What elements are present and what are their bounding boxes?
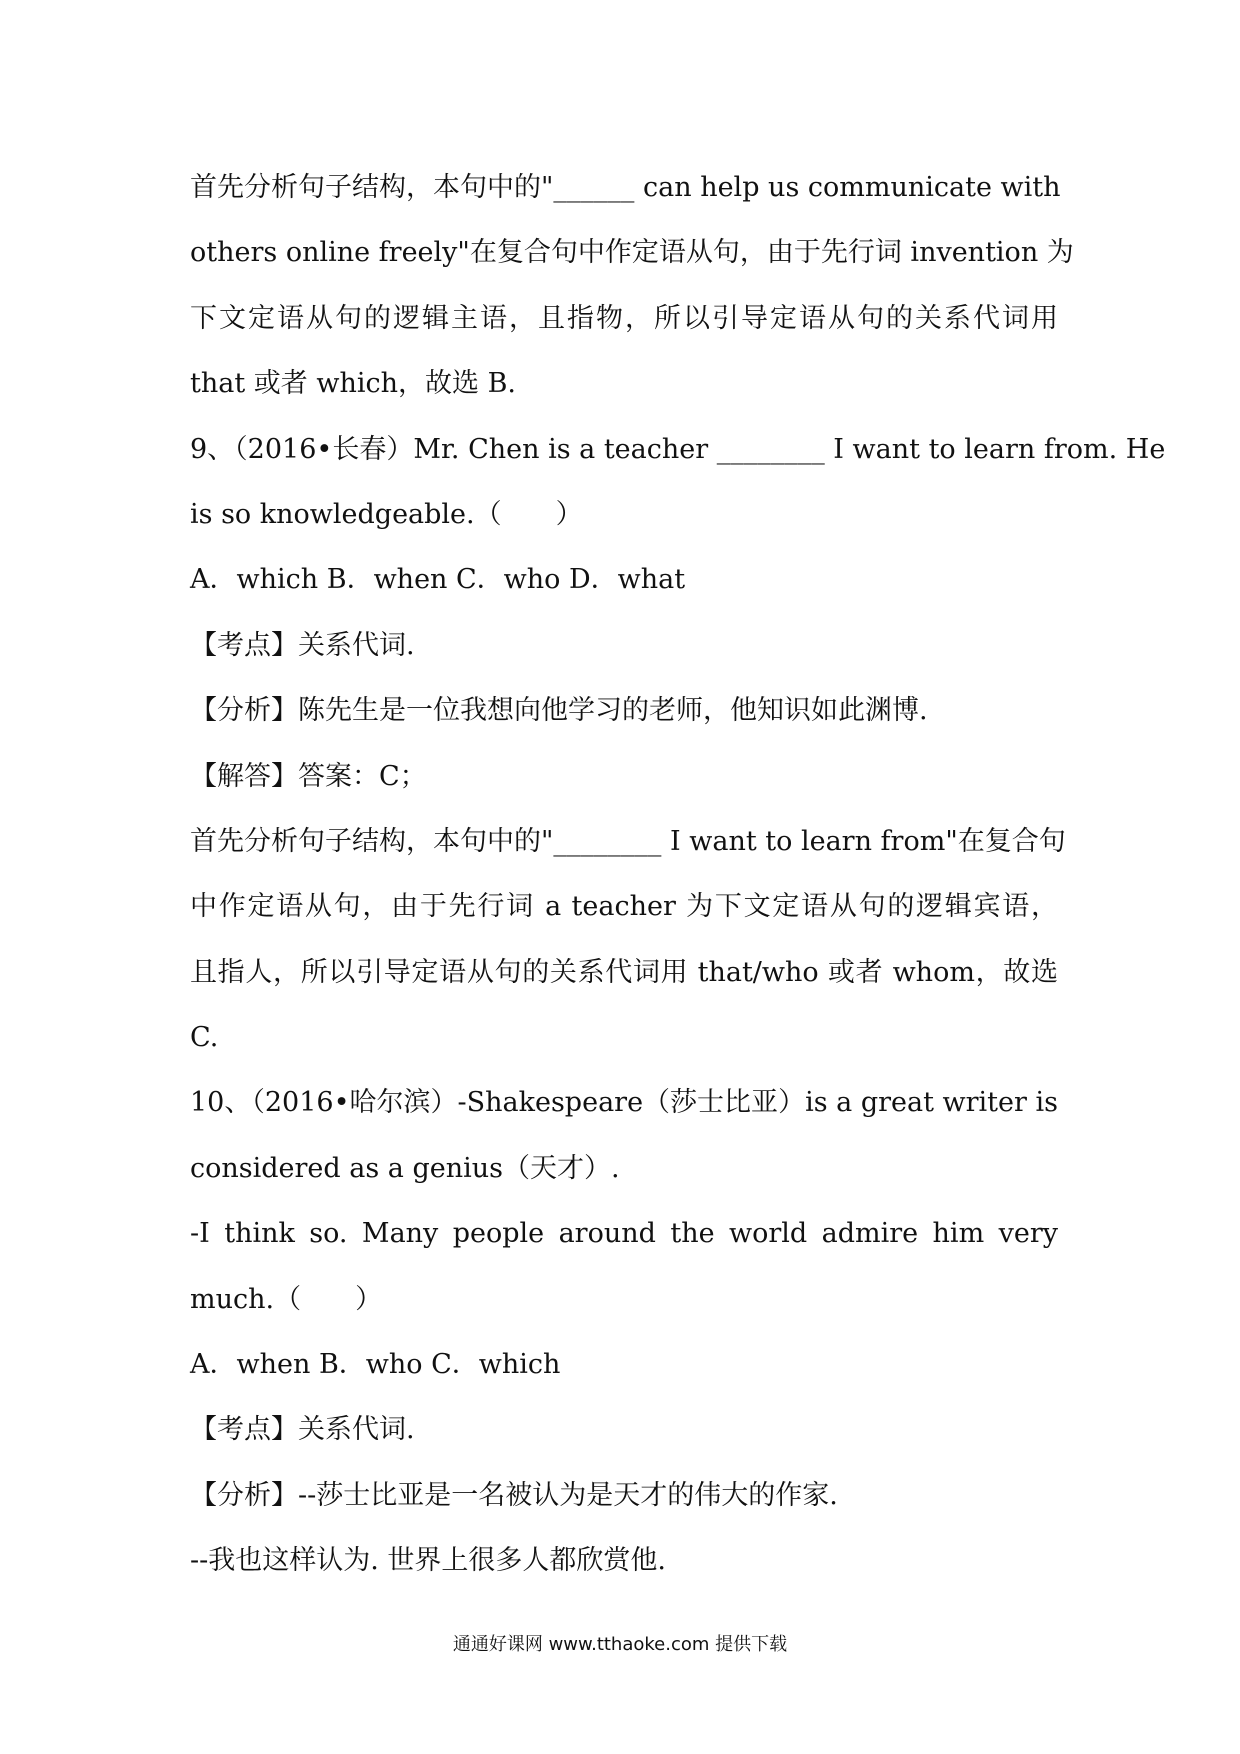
page-footer: 通通好课网 www.tthaoke.com 提供下载 — [452, 1634, 788, 1655]
text-line: is so knowledgeable.（ ） — [190, 498, 583, 530]
exam-point-label: 【考点】关系代词. — [190, 629, 415, 661]
question-10-options: A．when B．who C．which — [190, 1349, 561, 1381]
text-line: --我也这样认为. 世界上很多人都欣赏他. — [190, 1545, 666, 1577]
text-line: C. — [190, 1022, 219, 1054]
text-line: that 或者 which，故选 B. — [190, 368, 517, 400]
answer-label: 【解答】答案：C； — [190, 760, 427, 792]
document-body — [190, 155, 1166, 1594]
question-9-stem: 9、（2016•长春）Mr. Chen is a teacher ________ I want to learn from. He — [190, 433, 1166, 465]
text-line: others online freely"在复合句中作定语从句，由于先行词 invention 为 — [190, 237, 1074, 269]
analysis-label: 【分析】--莎士比亚是一名被认为是天才的伟大的作家. — [190, 1479, 838, 1511]
question-10-stem: 10、（2016•哈尔滨）-Shakespeare（莎士比亚）is a great writer is — [190, 1087, 1058, 1119]
text-line: considered as a genius（天才）. — [190, 1152, 620, 1184]
text-line: -I think so. Many people around the world admire him very — [190, 1218, 1058, 1250]
text-line: 下文定语从句的逻辑主语，且指物，所以引导定语从句的关系代词用 — [190, 302, 1058, 334]
text-line: much.（ ） — [190, 1283, 383, 1315]
analysis-label: 【分析】陈先生是一位我想向他学习的老师，他知识如此渊博. — [190, 695, 928, 727]
text-line: 且指人，所以引导定语从句的关系代词用 that/who 或者 whom，故选 — [190, 956, 1058, 988]
exam-point-label: 【考点】关系代词. — [190, 1414, 415, 1446]
text-line: 首先分析句子结构，本句中的"______ can help us communicate with — [190, 172, 1061, 203]
question-9-options: A．which B．when C．who D．what — [190, 564, 686, 596]
text-line: 首先分析句子结构，本句中的"________ I want to learn from"在复合句 — [190, 825, 1066, 857]
text-line: 中作定语从句，由于先行词 a teacher 为下文定语从句的逻辑宾语， — [190, 891, 1058, 923]
